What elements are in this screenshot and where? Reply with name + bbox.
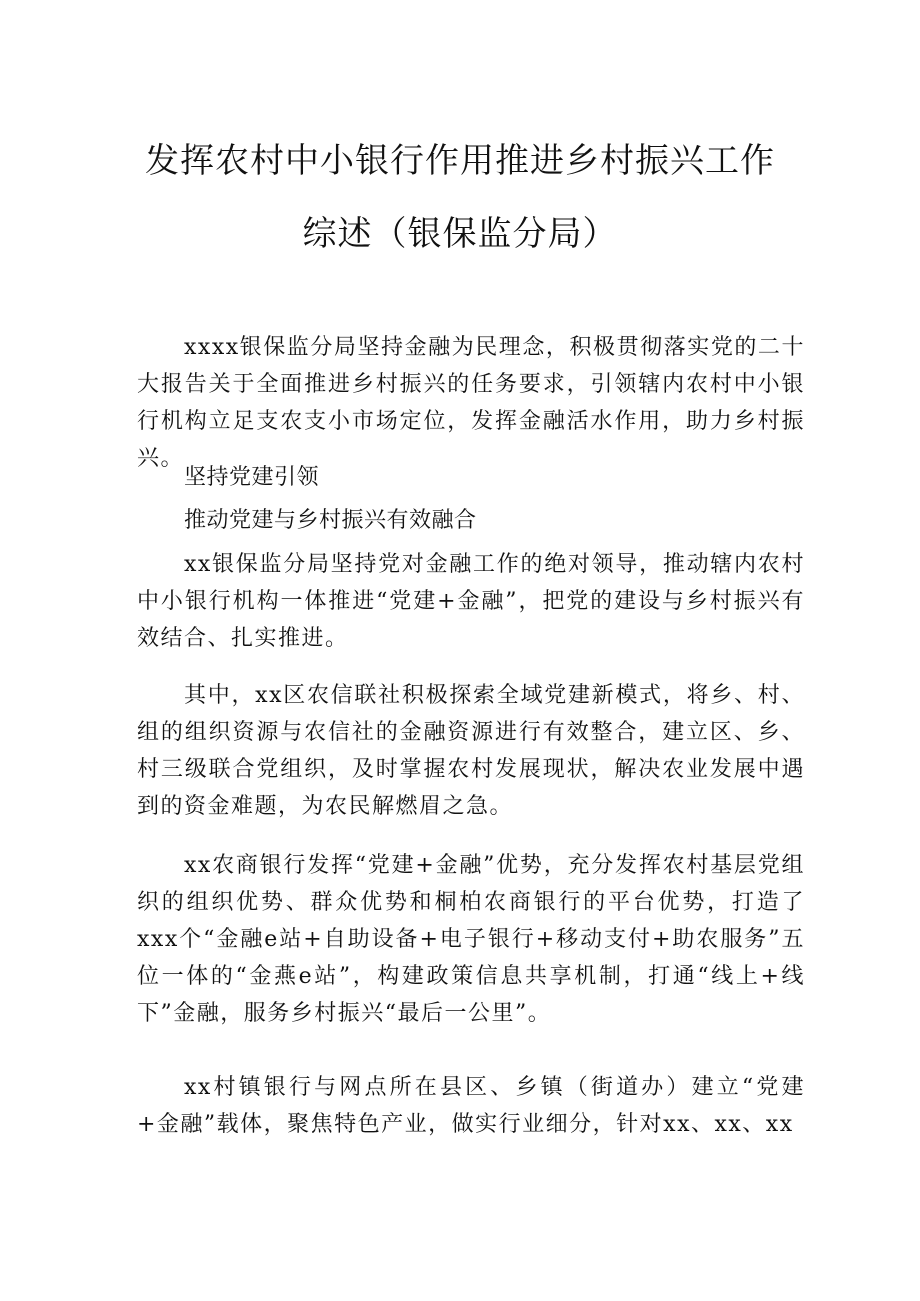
document-title-line-1: 发挥农村中小银行作用推进乡村振兴工作	[145, 141, 775, 181]
paragraph-intro: xxxx银保监分局坚持金融为民理念，积极贯彻落实党的二十大报告关于全面推进乡村振兴的任务要求，引领辖内农村中小银行机构立足支农支小市场定位，发挥金融活水作用，助力乡村振兴。	[137, 335, 805, 471]
paragraph-rural-credit-union: 其中，xx区农信联社积极探索全域党建新模式，将乡、村、组的组织资源与农信社的金融资源进行有效整合，建立区、乡、村三级联合党组织，及时掌握农村发展现状，解决农业发展中遇到的资金难题，为农民解燃眉之急。	[137, 683, 805, 819]
document-title-line-2: 综述（银保监分局）	[302, 214, 618, 254]
paragraph-party-leadership: xx银保监分局坚持党对金融工作的绝对领导，推动辖内农村中小银行机构一体推进“党建+金融”，把党的建设与乡村振兴有效结合、扎实推进。	[137, 552, 805, 651]
section-heading-2: 推动党建与乡村振兴有效融合	[184, 508, 477, 533]
section-heading-1: 坚持党建引领	[184, 465, 320, 490]
paragraph-rural-commercial-bank: xx农商银行发挥“党建+金融”优势，充分发挥农村基层党组织的组织优势、群众优势和桐柏农商银行的平台优势，打造了xxx个“金融e站+自助设备+电子银行+移动支付+助农服务”五位一体的“金燕e站”，构建政策信息共享机制，打通“线上+线下”金融，服务乡村振兴“最后一公里”。	[137, 853, 805, 1026]
paragraph-village-bank: xx村镇银行与网点所在县区、乡镇（街道办）建立“党建+金融”载体，聚焦特色产业，做实行业细分，针对xx、xx、xx	[137, 1075, 805, 1137]
